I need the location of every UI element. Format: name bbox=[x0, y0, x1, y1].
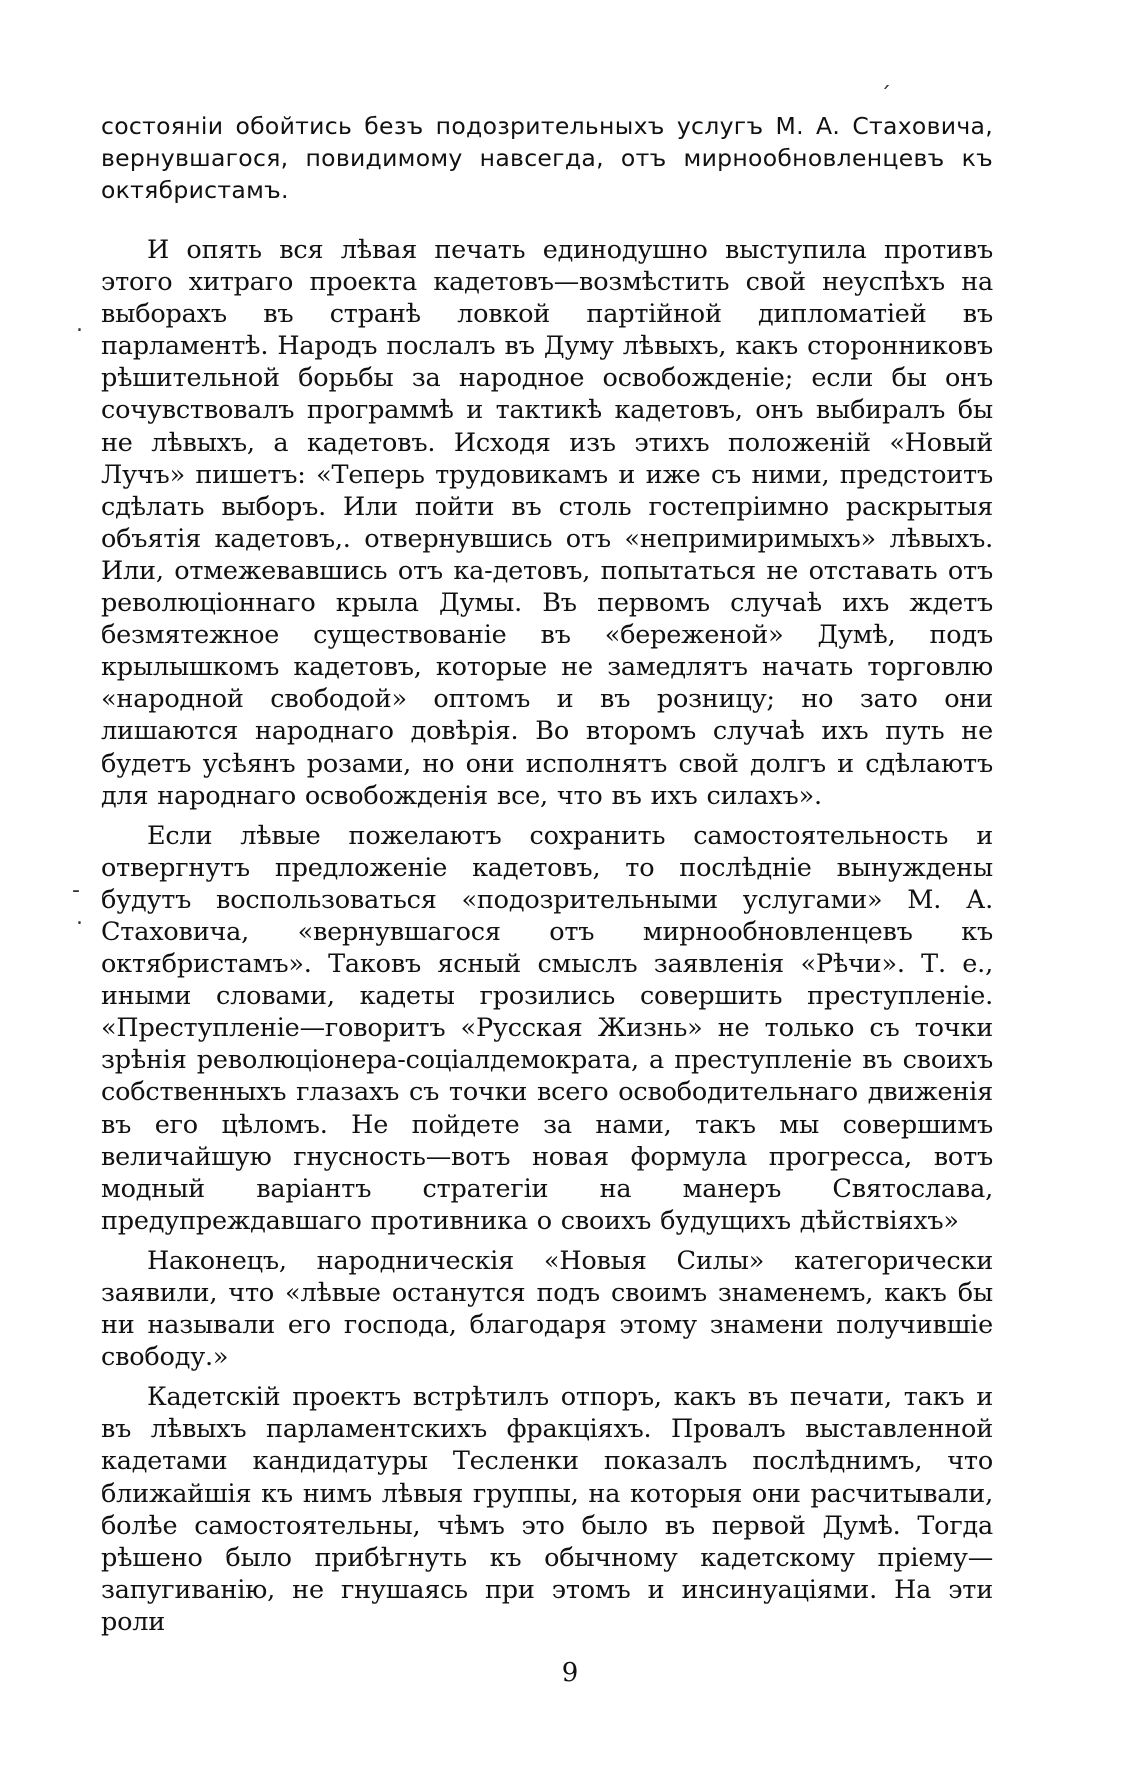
paragraph-2: Если лѣвые пожелаютъ сохранить самостоятельность и отвергнутъ предложеніе кадетовъ, то послѣдніе вынуждены будутъ воспользоваться «подозрительными услугами» М. А. Стаховича, «вернувшагося отъ мирнообновленцевъ къ октябристамъ». Таковъ ясный смыслъ заявленія «Рѣчи». Т. е., иными словами, кадеты грозились совершить преступленіе. «Преступленіе—говоритъ «Русская Жизнь» не только съ точки зрѣнія революціонера-соціалдемократа, а преступленіе въ своихъ собственныхъ глазахъ съ точки всего освободительнаго движенія въ его цѣломъ. Не пойдете за нами, такъ мы совершимъ величайшую гнусность—вотъ новая формула прогресса, вотъ модный варіантъ стратегіи на манеръ Святослава, предупреждавшаго противника о своихъ будущихъ дѣйствіяхъ» bbox=[101, 820, 993, 1236]
paragraph-3: Наконецъ, народническія «Новыя Силы» категорически заявили, что «лѣвые останутся подъ своимъ знаменемъ, какъ бы ни называли его господа, благодаря этому знамени получившіе свободу.» bbox=[101, 1245, 993, 1373]
scan-speck: ˊ bbox=[880, 84, 891, 109]
scan-speck: . bbox=[76, 312, 83, 337]
continued-quote-text: состояніи обойтись безъ подозрительныхъ услугъ М. А. Стаховича, вернувшагося, повидимому навсегда, отъ мирнообновленцевъ къ октябристамъ. bbox=[101, 112, 993, 204]
page-number: 9 bbox=[561, 1658, 579, 1688]
paragraph-1: И опять вся лѣвая печать единодушно выступила противъ этого хитраго проекта кадетовъ—возмѣстить свой неуспѣхъ на выборахъ въ странѣ ловкой партійной дипломатіей въ парламентѣ. Народъ послалъ въ Думу лѣвыхъ, какъ сторонниковъ рѣшительной борьбы за народное освобожденіе; если бы онъ сочувствовалъ программѣ и тактикѣ кадетовъ, онъ выбиралъ бы не лѣвыхъ, а кадетовъ. Исходя изъ этихъ положеній «Новый Лучъ» пишетъ: «Теперь трудовикамъ и иже съ ними, предстоитъ сдѣлать выборъ. Или пойти въ столь гостепріимно раскрытыя объятія кадетовъ,. отвернувшись отъ «непримиримыхъ» лѣвыхъ. Или, отмежевавшись отъ ка-детовъ, попытаться не отставать отъ революціоннаго крыла Думы. Въ первомъ случаѣ ихъ ждетъ безмятежное существованіе въ «береженой» Думѣ, подъ крылышкомъ кадетовъ, которые не замедлятъ начать торговлю «народной свободой» оптомъ и въ розницу; но зато они лишаются народнаго довѣрія. Во второмъ случаѣ ихъ путь не будетъ усѣянъ розами, но они исполнятъ свой долгъ и сдѣлаютъ для народнаго освобожденія все, что въ ихъ силахъ». bbox=[101, 235, 993, 811]
text-column bbox=[101, 110, 993, 1646]
paragraph-4: Кадетскій проектъ встрѣтилъ отпоръ, какъ въ печати, такъ и въ лѣвыхъ парламентскихъ фракціяхъ. Провалъ выставленной кадетами кандидатуры Тесленки показалъ послѣднимъ, что ближайшія къ нимъ лѣвыя группы, на которыя они расчитывали, болѣе самостоятельны, чѣмъ это было въ первой Думѣ. Тогда рѣшено было прибѣгнуть къ обычному кадетскому пріему—запугиванію, не гнушаясь при этомъ и инсинуаціями. На эти роли bbox=[101, 1382, 993, 1637]
scan-speck: - bbox=[72, 878, 80, 903]
scan-speck: . bbox=[76, 905, 83, 930]
